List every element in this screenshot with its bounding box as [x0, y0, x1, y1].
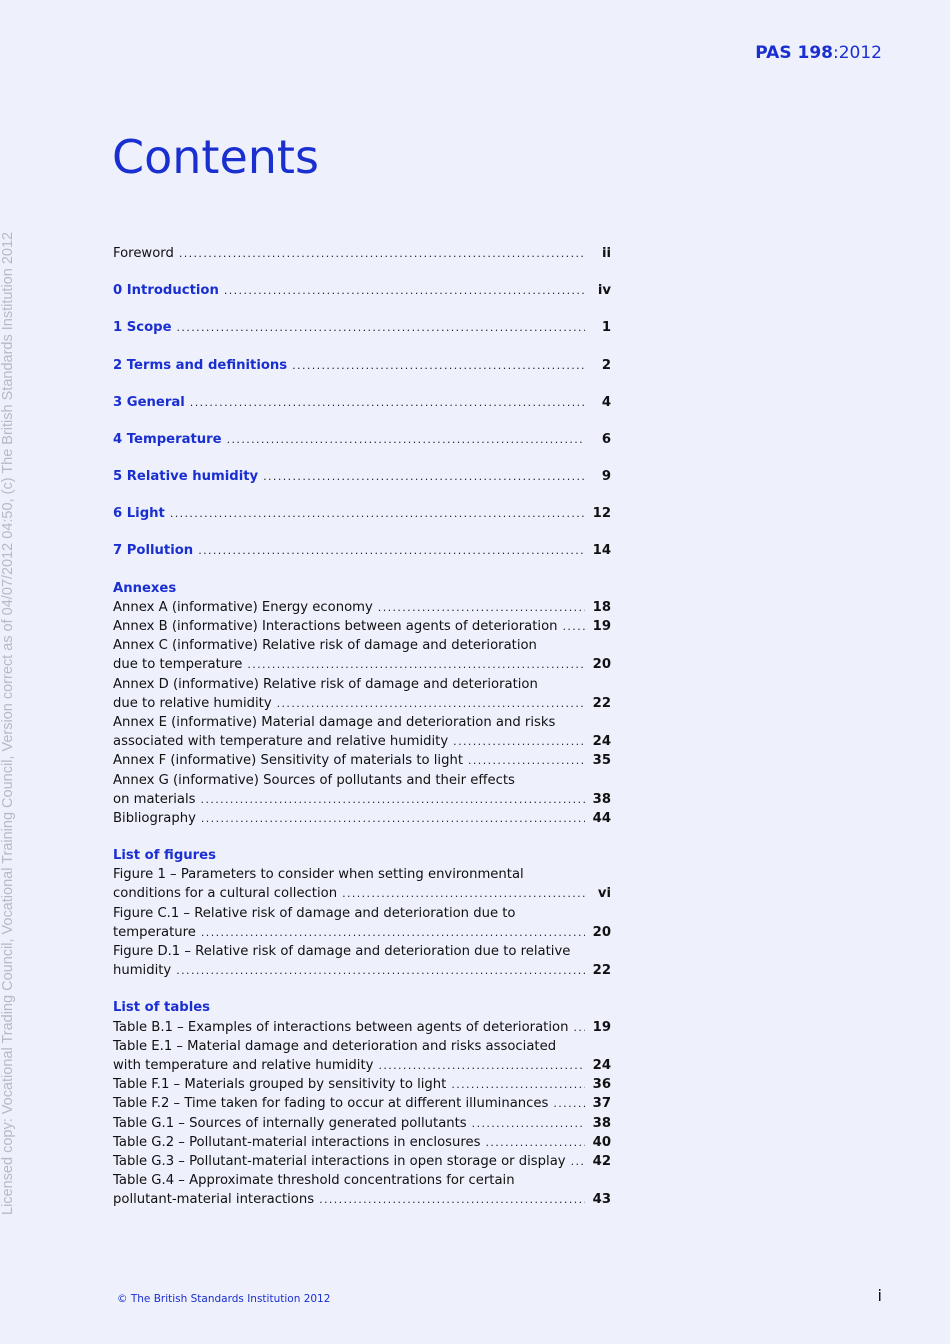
toc-entry-line[interactable]: Table E.1 – Material damage and deterioration and risks associated	[113, 1038, 557, 1054]
toc-entry-page: 22	[592, 695, 611, 711]
toc-entry-label: pollutant-material interactions	[113, 1192, 315, 1208]
toc-entry-page: 36	[592, 1077, 611, 1093]
toc-entry-line[interactable]: Annex G (informative) Sources of pollutants and their effects	[113, 772, 515, 788]
toc-entry[interactable]	[113, 751, 611, 770]
toc-entry-page: 38	[592, 1115, 611, 1131]
leader-dots	[190, 393, 585, 412]
toc-entry[interactable]	[113, 655, 611, 674]
toc-entry-page: 1	[601, 320, 611, 336]
leader-dots	[468, 751, 585, 770]
toc-entry-page: ii	[601, 245, 611, 261]
toc-entry[interactable]	[113, 1114, 611, 1133]
toc-entry-page: 22	[592, 963, 611, 979]
leader-dots	[485, 1133, 585, 1152]
leader-dots	[563, 617, 585, 636]
toc-entry[interactable]	[113, 694, 611, 713]
toc-entry-line[interactable]: Figure 1 – Parameters to consider when setting environmental	[113, 867, 524, 883]
toc-entry-page: 37	[592, 1096, 611, 1112]
toc-entry[interactable]	[113, 885, 611, 904]
toc-entry-page: 18	[592, 599, 611, 615]
toc-entry[interactable]	[113, 732, 611, 751]
toc-entry-label: due to relative humidity	[113, 695, 272, 711]
leader-dots	[378, 598, 585, 617]
toc-entry-label: Table G.1 – Sources of internally generated pollutants	[113, 1115, 467, 1131]
document-code	[755, 43, 882, 63]
toc-entry-page: 14	[592, 543, 611, 559]
toc-entry[interactable]	[113, 504, 611, 523]
toc-entry-page: 20	[592, 924, 611, 940]
toc-entry-label: 1 Scope	[113, 320, 172, 336]
leader-dots	[170, 504, 585, 523]
toc-entry-label: Table G.3 – Pollutant-material interactions in open storage or display	[113, 1153, 566, 1169]
toc-entry-page: 24	[592, 734, 611, 750]
leader-dots	[247, 655, 585, 674]
leader-dots	[179, 244, 585, 263]
leader-dots	[451, 1075, 585, 1094]
leader-dots	[227, 430, 585, 449]
document-code-year: :2012	[833, 43, 882, 63]
footer-copyright: © The British Standards Institution 2012	[117, 1293, 331, 1305]
toc-entry-page: 42	[592, 1153, 611, 1169]
leader-dots	[453, 732, 585, 751]
toc-entry[interactable]	[113, 393, 611, 412]
leader-dots	[319, 1190, 585, 1209]
leader-dots	[553, 1094, 585, 1113]
toc-entry[interactable]	[113, 923, 611, 942]
toc-entry-page: 20	[592, 657, 611, 673]
toc-entry[interactable]	[113, 318, 611, 337]
toc-entry-page: iv	[597, 283, 611, 299]
toc-section-heading: List of figures	[113, 848, 216, 864]
toc-entry-label: 2 Terms and definitions	[113, 357, 288, 373]
toc-entry-label: Table F.2 – Time taken for fading to occur at different illuminances	[113, 1096, 549, 1112]
toc-entry-page: 6	[601, 431, 611, 447]
table-of-contents	[113, 244, 611, 1210]
toc-entry-label: 7 Pollution	[113, 543, 194, 559]
toc-entry[interactable]	[113, 961, 611, 980]
leader-dots	[292, 356, 585, 375]
toc-entry-label: Foreword	[113, 245, 174, 261]
toc-section-heading: Annexes	[113, 580, 177, 596]
toc-entry[interactable]	[113, 542, 611, 561]
toc-entry[interactable]	[113, 1075, 611, 1094]
toc-entry-line[interactable]: Table G.4 – Approximate threshold concentrations for certain	[113, 1173, 515, 1189]
leader-dots	[176, 961, 585, 980]
leader-dots	[198, 541, 585, 560]
toc-entry-page: vi	[597, 886, 611, 902]
toc-entry[interactable]	[113, 617, 611, 636]
toc-entry-label: conditions for a cultural collection	[113, 886, 338, 902]
toc-entry-label: associated with temperature and relative humidity	[113, 734, 449, 750]
toc-entry[interactable]	[113, 1190, 611, 1209]
toc-entry-label: Annex F (informative) Sensitivity of materials to light	[113, 753, 463, 769]
toc-entry-page: 19	[592, 1019, 611, 1035]
leader-dots	[263, 467, 585, 486]
toc-entry-label: due to temperature	[113, 657, 243, 673]
toc-entry-label: Table B.1 – Examples of interactions between agents of deterioration	[113, 1019, 569, 1035]
toc-entry-label: Annex A (informative) Energy economy	[113, 599, 373, 615]
toc-entry-page: 38	[592, 791, 611, 807]
toc-entry-page: 12	[592, 506, 611, 522]
toc-section-heading: List of tables	[113, 1000, 211, 1016]
leader-dots	[277, 694, 585, 713]
toc-entry-label: 6 Light	[113, 506, 165, 522]
toc-entry[interactable]	[113, 1094, 611, 1113]
leader-dots	[201, 809, 585, 828]
toc-entry[interactable]	[113, 809, 611, 828]
toc-entry[interactable]	[113, 1056, 611, 1075]
toc-entry-label: 4 Temperature	[113, 431, 222, 447]
toc-entry-page: 40	[592, 1134, 611, 1150]
document-code-number: PAS 198	[755, 43, 833, 63]
toc-entry-page: 9	[601, 469, 611, 485]
toc-entry[interactable]	[113, 244, 611, 263]
leader-dots	[472, 1114, 585, 1133]
toc-entry-line[interactable]: Figure D.1 – Relative risk of damage and deterioration due to relative	[113, 944, 571, 960]
toc-entry[interactable]	[113, 1133, 611, 1152]
leader-dots	[224, 281, 585, 300]
toc-entry-page: 19	[592, 619, 611, 635]
toc-entry-label: Annex B (informative) Interactions between agents of deterioration	[113, 619, 558, 635]
leader-dots	[571, 1152, 585, 1171]
toc-entry-line[interactable]: Annex E (informative) Material damage and deterioration and risks	[113, 715, 556, 730]
license-watermark: Licensed copy: Vocational Trading Council, Vocational Training Council, Version correct as of 04/07/2012 04:50, (c) The British Standards Institution 2012	[0, 231, 16, 1215]
leader-dots	[342, 884, 585, 903]
leader-dots	[177, 318, 585, 337]
toc-entry[interactable]	[113, 1152, 611, 1171]
toc-entry-page: 24	[592, 1057, 611, 1073]
toc-entry[interactable]	[113, 1018, 611, 1037]
toc-entry[interactable]	[113, 430, 611, 449]
toc-entry-line[interactable]: Figure C.1 – Relative risk of damage and deterioration due to	[113, 905, 516, 921]
toc-entry-label: on materials	[113, 791, 196, 807]
toc-entry-page: 4	[601, 394, 611, 410]
leader-dots	[378, 1056, 585, 1075]
leader-dots	[201, 790, 585, 809]
toc-entry-label: 5 Relative humidity	[113, 469, 259, 485]
toc-entry-label: Table G.2 – Pollutant-material interactions in enclosures	[113, 1134, 481, 1150]
toc-entry-label: temperature	[113, 924, 196, 940]
toc-entry[interactable]	[113, 467, 611, 486]
toc-entry-page: 2	[601, 357, 611, 373]
toc-entry-label: Table F.1 – Materials grouped by sensitivity to light	[113, 1077, 447, 1093]
toc-entry-page: 44	[592, 810, 611, 826]
page-title: Contents	[112, 130, 319, 184]
toc-entry[interactable]	[113, 598, 611, 617]
leader-dots	[201, 923, 585, 942]
toc-entry-page: 43	[592, 1192, 611, 1208]
toc-entry-page: 35	[592, 753, 611, 769]
footer-page-number: i	[877, 1286, 882, 1305]
toc-entry[interactable]	[113, 790, 611, 809]
toc-entry-label: with temperature and relative humidity	[113, 1057, 374, 1073]
toc-entry[interactable]	[113, 281, 611, 300]
toc-entry-label: humidity	[113, 963, 172, 979]
toc-entry-label: Bibliography	[113, 810, 196, 826]
toc-entry-label: 0 Introduction	[113, 283, 219, 299]
toc-entry[interactable]	[113, 356, 611, 375]
leader-dots	[573, 1018, 585, 1037]
toc-entry-line[interactable]: Annex D (informative) Relative risk of damage and deterioration	[113, 676, 538, 692]
toc-entry-label: 3 General	[113, 394, 185, 410]
toc-entry-line[interactable]: Annex C (informative) Relative risk of damage and deterioration	[113, 638, 537, 654]
